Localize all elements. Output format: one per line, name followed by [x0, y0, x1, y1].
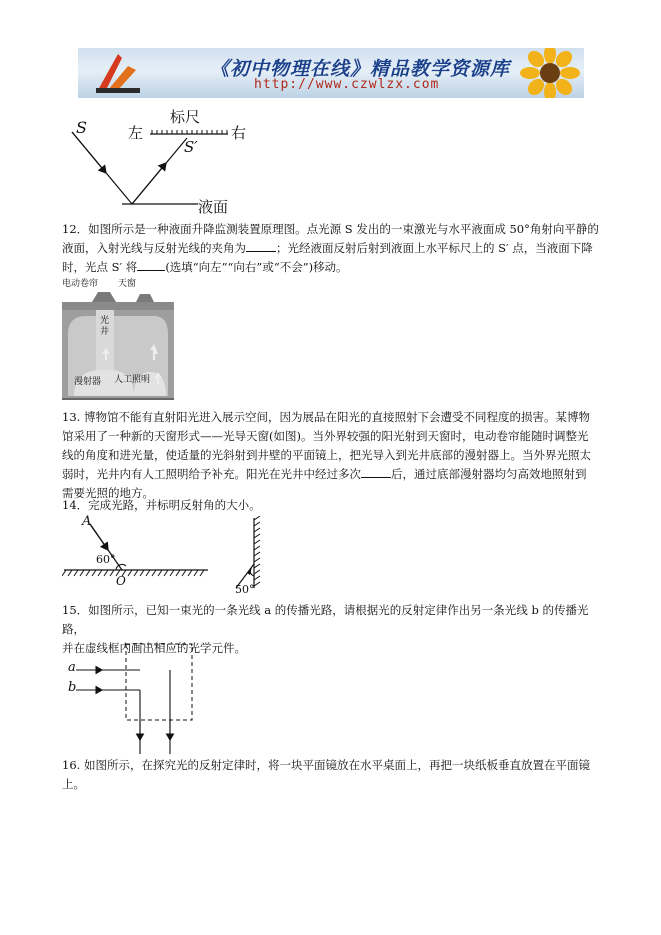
angle-60-label: 60°	[96, 553, 116, 566]
left-label: 左	[128, 124, 144, 142]
q13-line2: 馆采用了一种新的天窗形式——光导天窗(如图)。当外界较强的阳光射到天窗时，电动卷帘能随时调整光	[62, 429, 589, 443]
optical-box-figure	[62, 640, 202, 760]
q12-line1: 12．如图所示是一种液面升降监测装置原理图。点光源 S 发出的一束激光与水平液面成 50°角射向平静的	[62, 222, 599, 236]
sunflower-icon	[514, 48, 584, 98]
ray-a-label: a	[68, 660, 76, 675]
answer-blank[interactable]	[246, 240, 276, 252]
question-13	[62, 408, 602, 503]
light-well-label: 光井	[100, 316, 110, 337]
skylight-figure	[62, 274, 174, 400]
s-prime-label: S′	[184, 138, 198, 156]
header-banner	[78, 48, 584, 98]
question-14: 14．完成光路，并标明反射角的大小。	[62, 498, 261, 512]
point-o-label: O	[116, 574, 126, 588]
q12-line3: 时，光点 S′ 将 (选填“向左”“向右”或“不会”)移动。	[62, 260, 348, 274]
angle-50-label: 50°	[235, 583, 255, 596]
q15-line1: 15．如图所示，已知一束光的一条光线 a 的传播光路，请根据光的反射定律作出另一条光线 b 的传播光路，	[62, 603, 589, 636]
curtain-label: 电动卷帘	[62, 279, 99, 289]
question-12	[62, 220, 602, 277]
s-label: S	[76, 118, 87, 137]
ruler-label: 标尺	[170, 108, 201, 126]
q13-line1: 13. 博物馆不能有直射阳光进入展示空间，因为展品在阳光的直接照射下会遭受不同程度的损害。某博物	[62, 410, 590, 424]
q12-line2: 液面，入射光线与反射光线的夹角为 ；光经液面反射后射到液面上水平标尺上的 S′ 点，当液面下降	[62, 241, 593, 255]
q13-line4: 弱时，光井内有人工照明给予补充。阳光在光井中经过多次 后，通过底部漫射器均匀高效地照射到	[62, 467, 587, 481]
banner-title: 《初中物理在线》精品教学资源库	[210, 58, 511, 80]
question-16	[62, 756, 602, 794]
banner-url: http://www.czwlzx.com	[254, 77, 440, 92]
artificial-light-label: 人工照明	[114, 375, 151, 385]
skylight-label: 天窗	[118, 279, 137, 289]
ray-b-label: b	[68, 680, 77, 695]
dashed-box[interactable]	[126, 644, 192, 720]
surface-label: 液面	[198, 198, 229, 216]
q15-line2: 并在虚线框内画出相应的光学元件。	[62, 641, 246, 655]
answer-blank[interactable]	[137, 259, 165, 271]
answer-blank[interactable]	[361, 466, 391, 478]
q16-line1: 16. 如图所示，在探究光的反射定律时，将一块平面镜放在水平桌面上，再把一块纸板垂直放置在平面镜	[62, 758, 590, 772]
point-a-label: A	[82, 514, 92, 529]
q13-line3: 线的角度和进光量，使适量的光斜射到井壁的平面镜上，把光导入到光井底部的漫射器上。当外界光照太	[62, 448, 591, 462]
diffuser-label: 漫射器	[74, 377, 102, 387]
q16-line2: 上。	[62, 777, 85, 791]
q13-line5: 需要光照的地方。	[62, 486, 154, 500]
logo-icon	[88, 48, 148, 98]
right-label: 右	[231, 124, 247, 142]
